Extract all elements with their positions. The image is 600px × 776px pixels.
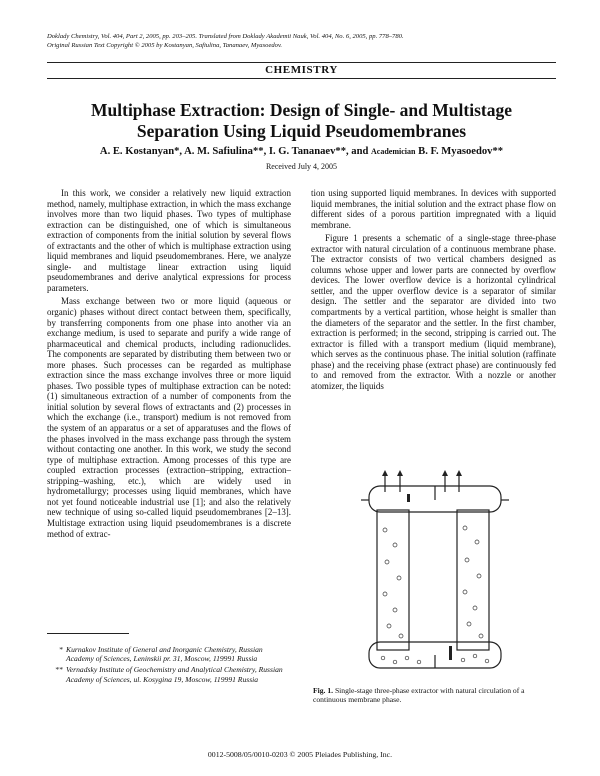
footnote-text: Vernadsky Institute of Geochemistry and Analytical Chemistry, Russian Academy of Sciences, ul. Kosygina 19, Moscow, 119991 Russia <box>66 665 283 684</box>
extraction-column <box>377 510 409 650</box>
left-column <box>47 188 291 542</box>
figure-caption <box>313 686 556 704</box>
arrow-icon <box>456 470 462 476</box>
title-line-2: Separation Using Liquid Pseudomembranes <box>136 121 467 141</box>
extractor-diagram <box>355 470 515 680</box>
title-line-1: Multiphase Extraction: Design of Single- and Multistage <box>91 100 512 120</box>
body-paragraph: Mass exchange between two or more liquid (aqueous or organic) phases without direct contact between them, specifically, by transferring components from one phase into another via an exchange medium, is used to separate and purify a wide range of pharmaceutical and chemical products, including radionuclides. The components are separated by distributing them between two or more phases. Such processes can be regarded as multiphase extraction since the mass exchange involves three or more liquid phases. Two possible types of multiphase extraction can be noted: (1) simultaneous extraction of a number of components from the initial solution by several flows of extractants and (2) processes in which the exchange (i.e., transport) medium is not removed from the system of an apparatus or a set of apparatuses and the flows of the phases involved in the mass exchange pass through the system without contacting one another. In this work, we study the second type of multiphase extraction. Among processes of this type are coupled extraction processes (extraction–stripping, extraction–stripping–washing, etc.), which are widely used in hydrometallurgy; processes using liquid membranes, which have not yet found noticeable industrial use [1]; and also the relatively new technique of using so-called liquid pseudomembranes [2–13]. Multistage extraction using liquid pseudomembranes is a discrete method of extrac- <box>47 296 291 539</box>
arrow-icon <box>442 470 448 476</box>
page-footer: 0012-5008/05/0010-0203 © 2005 Pleiades Publishing, Inc. <box>207 750 393 759</box>
footnotes <box>47 645 292 686</box>
right-column <box>311 188 556 394</box>
level-marker <box>449 646 452 660</box>
footnote <box>47 645 292 663</box>
footnote-mark: * <box>59 645 63 654</box>
figure-caption-text: Single-stage three-phase extractor with natural circulation of a continuous membrane phase. <box>313 686 525 704</box>
footnote-rule <box>47 633 129 634</box>
stripping-column <box>457 510 489 650</box>
author-list <box>47 146 556 157</box>
body-paragraph: tion using supported liquid membranes. In devices with supported liquid membranes, the initial solution and the extract phase flow on different sides of a porous partition impregnated with a liquid membrane. <box>311 188 556 230</box>
arrow-icon <box>397 470 403 476</box>
section-bottom-rule <box>47 78 556 79</box>
extractor-figure <box>355 470 515 680</box>
arrow-icon <box>382 470 388 476</box>
author-last: B. F. Myasoedov** <box>418 146 504 157</box>
level-marker <box>407 494 410 502</box>
academician-prefix: Academician <box>371 147 416 156</box>
body-paragraph: In this work, we consider a relatively new liquid extraction method, namely, multiphase extraction, in which the mass exchange involves more than two liquid phases. Two types of multiphase extraction can be distinguished, one of which is simultaneous extraction of components from the initial solution by several flows of extractants and the other of which is multiphase extraction using liquid membranes and liquid pseudomembranes. Here, we analyze single- and multistage linear extraction using liquid pseudomembranes and derive analytical expressions for process parameters. <box>47 188 291 293</box>
author-names: A. E. Kostanyan*, A. M. Safiulina**, I. G. Tananaev**, and <box>99 146 369 157</box>
footnote-text: Kurnakov Institute of General and Inorganic Chemistry, Russian Academy of Sciences, Leninskii pr. 31, Moscow, 119991 Russia <box>66 645 263 664</box>
section-top-rule <box>47 62 556 63</box>
paper-title <box>47 100 556 142</box>
body-paragraph: Figure 1 presents a schematic of a single-stage three-phase extractor with natural circulation of a continuous membrane phase. The extractor consists of two vertical chambers designed as columns whose upper and lower parts are connected by overflow devices. The lower overflow device is a horizontal cylindrical settler, and the upper overflow device is a separator of similar design. The settler and the separator are divided into two compartments by a vertical partition, whose height is smaller than the diameters of the separator and the settler. In the first chamber, extraction is performed; in the second, stripping is carried out. The extractor is filled with a transport medium (liquid membrane), which serves as the continuous phase. The initial solution (raffinate phase) and the receiving phase (extract phase) are continuously fed to and removed from the extractor. With a nozzle or another atomizer, the liquids <box>311 233 556 391</box>
figure-label: Fig. 1. <box>313 686 334 695</box>
journal-header <box>47 33 404 50</box>
section-heading: CHEMISTRY <box>265 64 338 76</box>
received-date: Received July 4, 2005 <box>265 162 338 171</box>
header-line-2: Original Russian Text Copyright © 2005 by Kostanyan, Safiulina, Tananaev, Myasoedov. <box>47 41 283 49</box>
footnote-mark: ** <box>55 665 63 675</box>
header-line-1: Doklady Chemistry, Vol. 404, Part 2, 2005, pp. 203–205. Translated from Doklady Akademii Nauk, Vol. 404, No. 6, 2005, pp. 778–780. <box>47 33 404 40</box>
footnote <box>47 665 292 683</box>
